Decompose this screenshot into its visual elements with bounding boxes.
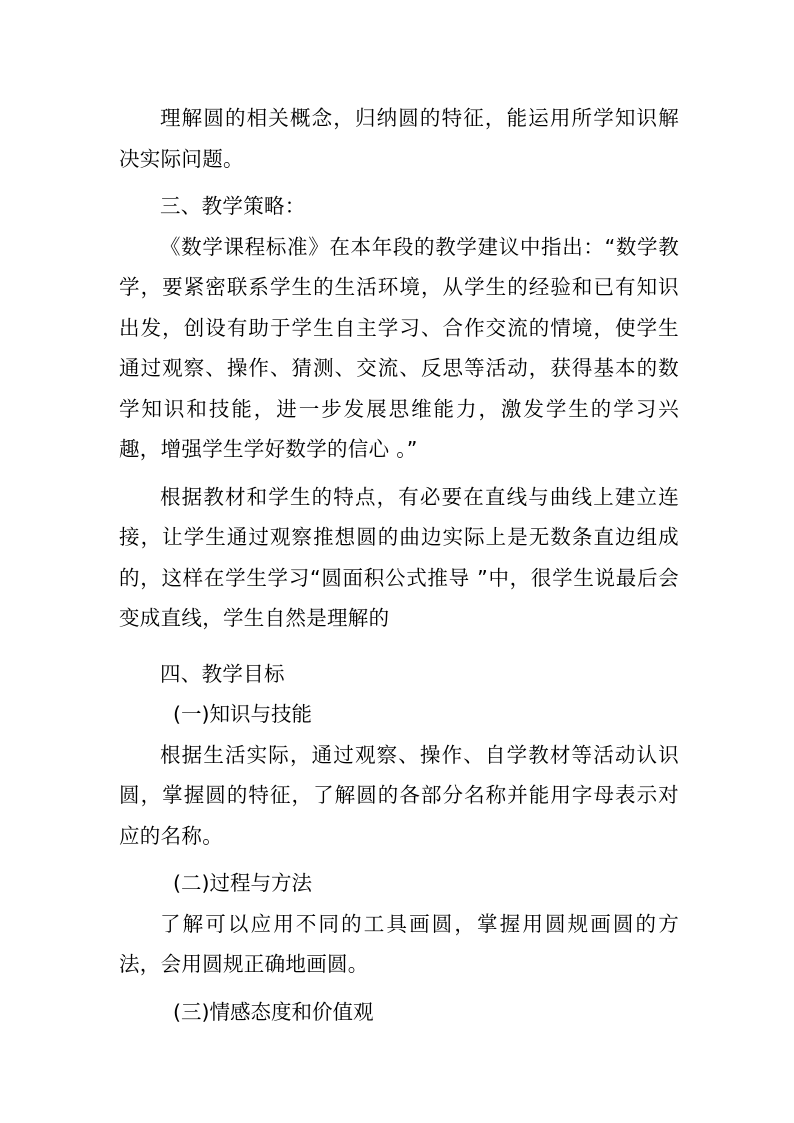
heading-teaching-objectives: 四、教学目标 [160, 661, 285, 686]
subheading-process-method: (二)过程与方法 [173, 871, 312, 895]
paragraph-curriculum-standard: 《数学课程标准》在本年段的教学建议中指出：“数学教学，要紧密联系学生的生活环境，从学生的经验和已有知识出发，创设有助于学生自主学习、合作交流的情境，使学生通过观察、操作、猜测、交流、反思等活动，获得基本的数学知识和技能，进一步发展思维能力，激发学生的学习兴趣，增强学生学好数学的信心 。” [119, 234, 679, 461]
subheading-knowledge-skills: (一)知识与技能 [173, 702, 312, 726]
document-body [119, 98, 679, 1032]
heading-teaching-strategy: 三、教学策略： [160, 194, 306, 218]
paragraph-knowledge-skills: 根据生活实际，通过观察、操作、自学教材等活动认识圆，掌握圆的特征，了解圆的各部分名称并能用字母表示对应的名称。 [119, 742, 679, 848]
paragraph-process-method: 了解可以应用不同的工具画圆，掌握用圆规画圆的方法，会用圆规正确地画圆。 [119, 911, 679, 976]
subheading-emotion-values: (三)情感态度和价值观 [173, 999, 374, 1024]
paragraph-textbook-analysis: 根据教材和学生的特点，有必要在直线与曲线上建立连接，让学生通过观察推想圆的曲边实际上是无数条直边组成的，这样在学生学习“圆面积公式推导 ”中，很学生说最后会变成直线，学生自然是理解的 [119, 484, 679, 630]
paragraph-understand-circle: 理解圆的相关概念，归纳圆的特征，能运用所学知识解决实际问题。 [119, 106, 679, 171]
